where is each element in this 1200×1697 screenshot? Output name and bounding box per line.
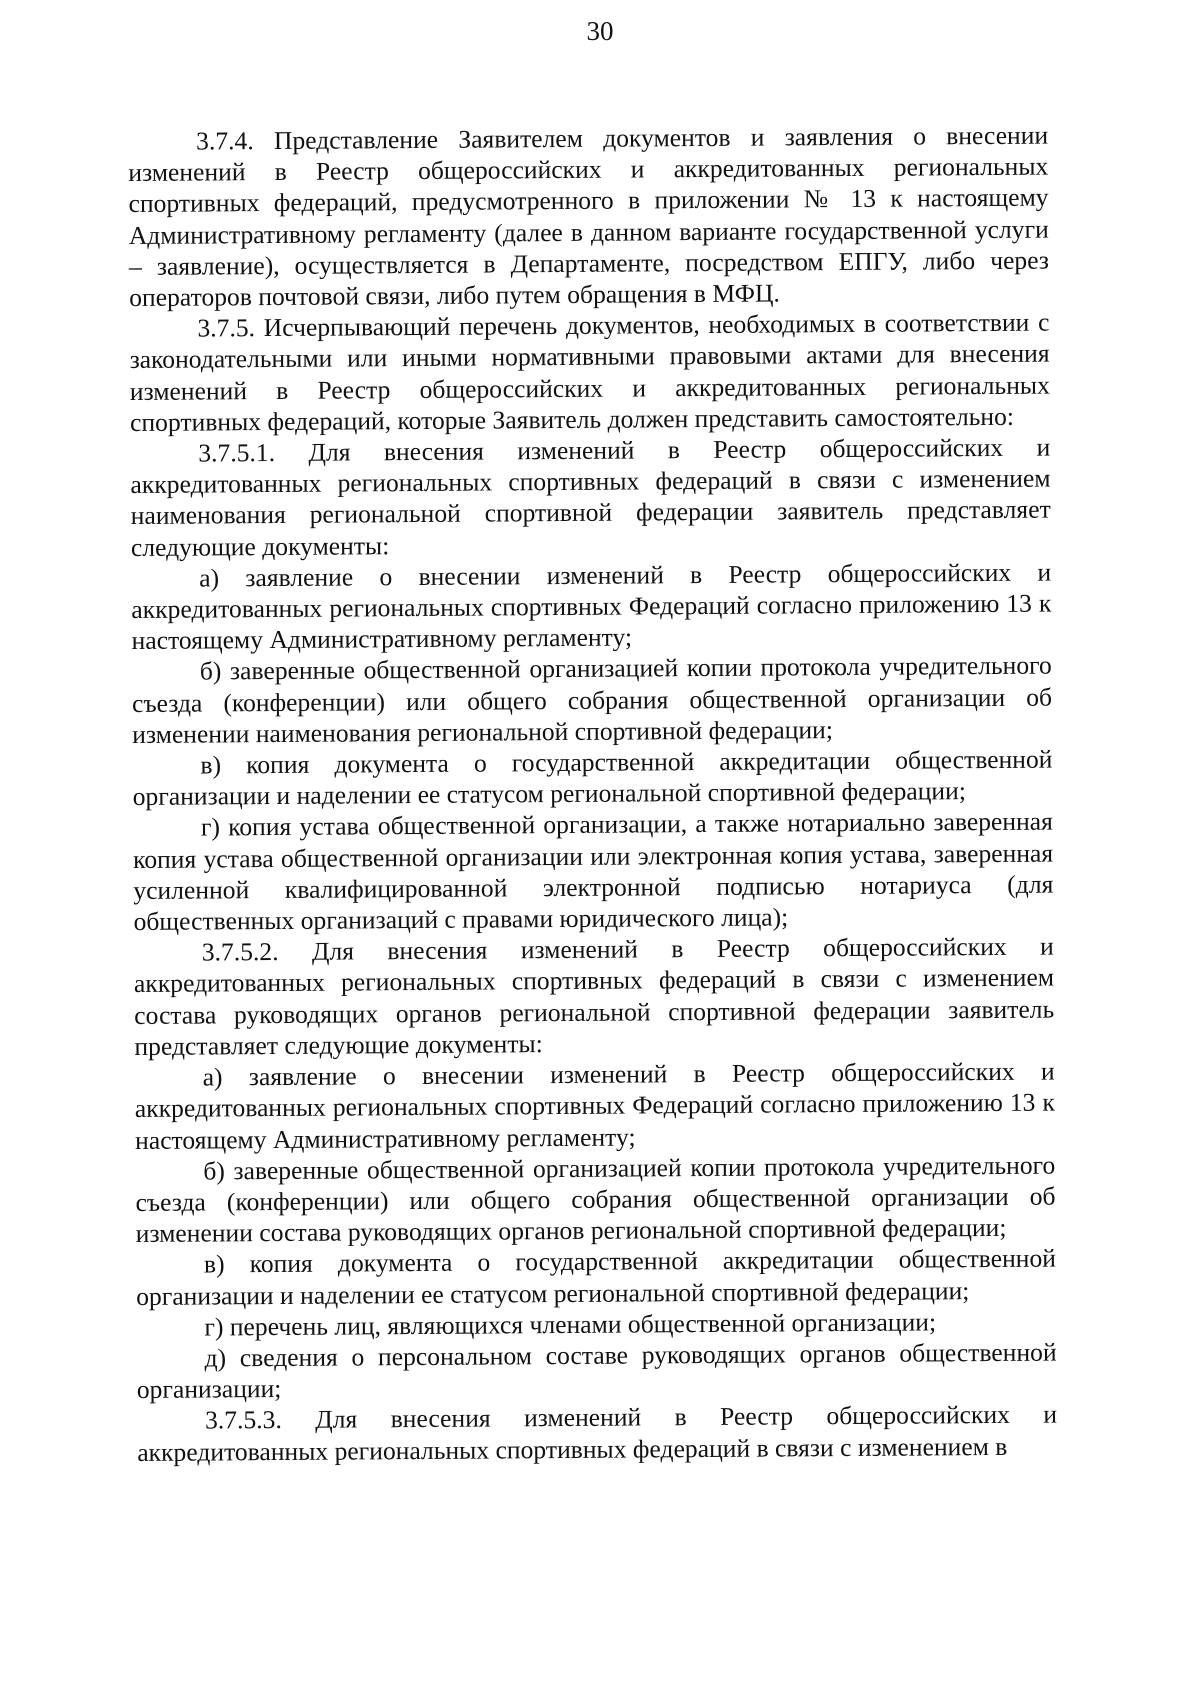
paragraph-3-7-5: 3.7.5. Исчерпывающий перечень документов, необходимых в соответствии с законодательными или иными нормативными правовыми актами для внесения изменений в Реестр общероссийских и аккредитованных региональных спортивных федераций, которые Заявитель должен представить самостоятельно: — [129, 307, 1050, 437]
list-item-b: б) заверенные общественной организацией копии протокола учредительного съезда (конференции) или общего собрания общественной организации об изменении состава руководящих органов региональной спортивной федерации; — [135, 1150, 1056, 1249]
list-item-a: а) заявление о внесении изменений в Реестр общероссийских и аккредитованных региональных спортивных Федераций согласно приложению 13 к настоящему Административному регламенту; — [134, 1056, 1055, 1155]
list-item-g: г) перечень лиц, являющихся членами общественной организации; — [204, 1307, 937, 1342]
list-item-v: в) копия документа о государственной аккредитации общественной организации и наделении ее статусом региональной спортивной федерации; — [136, 1243, 1057, 1311]
list-item-v: в) копия документа о государственной аккредитации общественной организации и наделении ее статусом региональной спортивной федерации; — [132, 744, 1053, 812]
paragraph-3-7-5-3: 3.7.5.3. Для внесения изменений в Реестр общероссийских и аккредитованных региональных спортивных федераций в связи с изменением в — [137, 1399, 1058, 1467]
paragraph-3-7-5-2: 3.7.5.2. Для внесения изменений в Реестр общероссийских и аккредитованных региональных спортивных федераций в связи с изменением состава руководящих органов региональной спортивной федерации заявитель представляет следующие документы: — [133, 931, 1055, 1061]
paragraph-3-7-4: 3.7.4. Представление Заявителем документов и заявления о внесении изменений в Реестр общероссийских и аккредитованных региональных спортивных федераций, предусмотренного в приложении № 13 к настоящему Административному регламенту (далее в данном варианте государственной услуги – заявление), осуществляется в Департаменте, посредством ЕПГУ, либо через операторов почтовой связи, либо путем обращения в МФЦ. — [128, 120, 1050, 313]
page-number: 30 — [586, 16, 614, 46]
document-body — [128, 120, 1057, 1468]
list-item-b: б) заверенные общественной организацией копии протокола учредительного съезда (конференции) или общего собрания общественной организации об изменении наименования региональной спортивной федерации; — [131, 651, 1053, 749]
list-item-a: а) заявление о внесении изменений в Реестр общероссийских и аккредитованных региональных спортивных Федераций согласно приложению 13 к настоящему Административному регламенту; — [131, 557, 1052, 656]
list-item-g: г) копия устава общественной организации, а также нотариально заверенная копия устава общественной организации или электронная копия устава, заверенная усиленной квалифицированной электронной подписью нотариуса (для общественных организаций с правами юридического лица); — [133, 807, 1054, 937]
paragraph-3-7-5-1: 3.7.5.1. Для внесения изменений в Реестр общероссийских и аккредитованных региональных спортивных федераций в связи с изменением наименования региональной спортивной федерации заявитель представляет следующие документы: — [130, 432, 1051, 562]
list-item-d: д) сведения о персональном составе руководящих органов общественной организации; — [136, 1337, 1057, 1405]
